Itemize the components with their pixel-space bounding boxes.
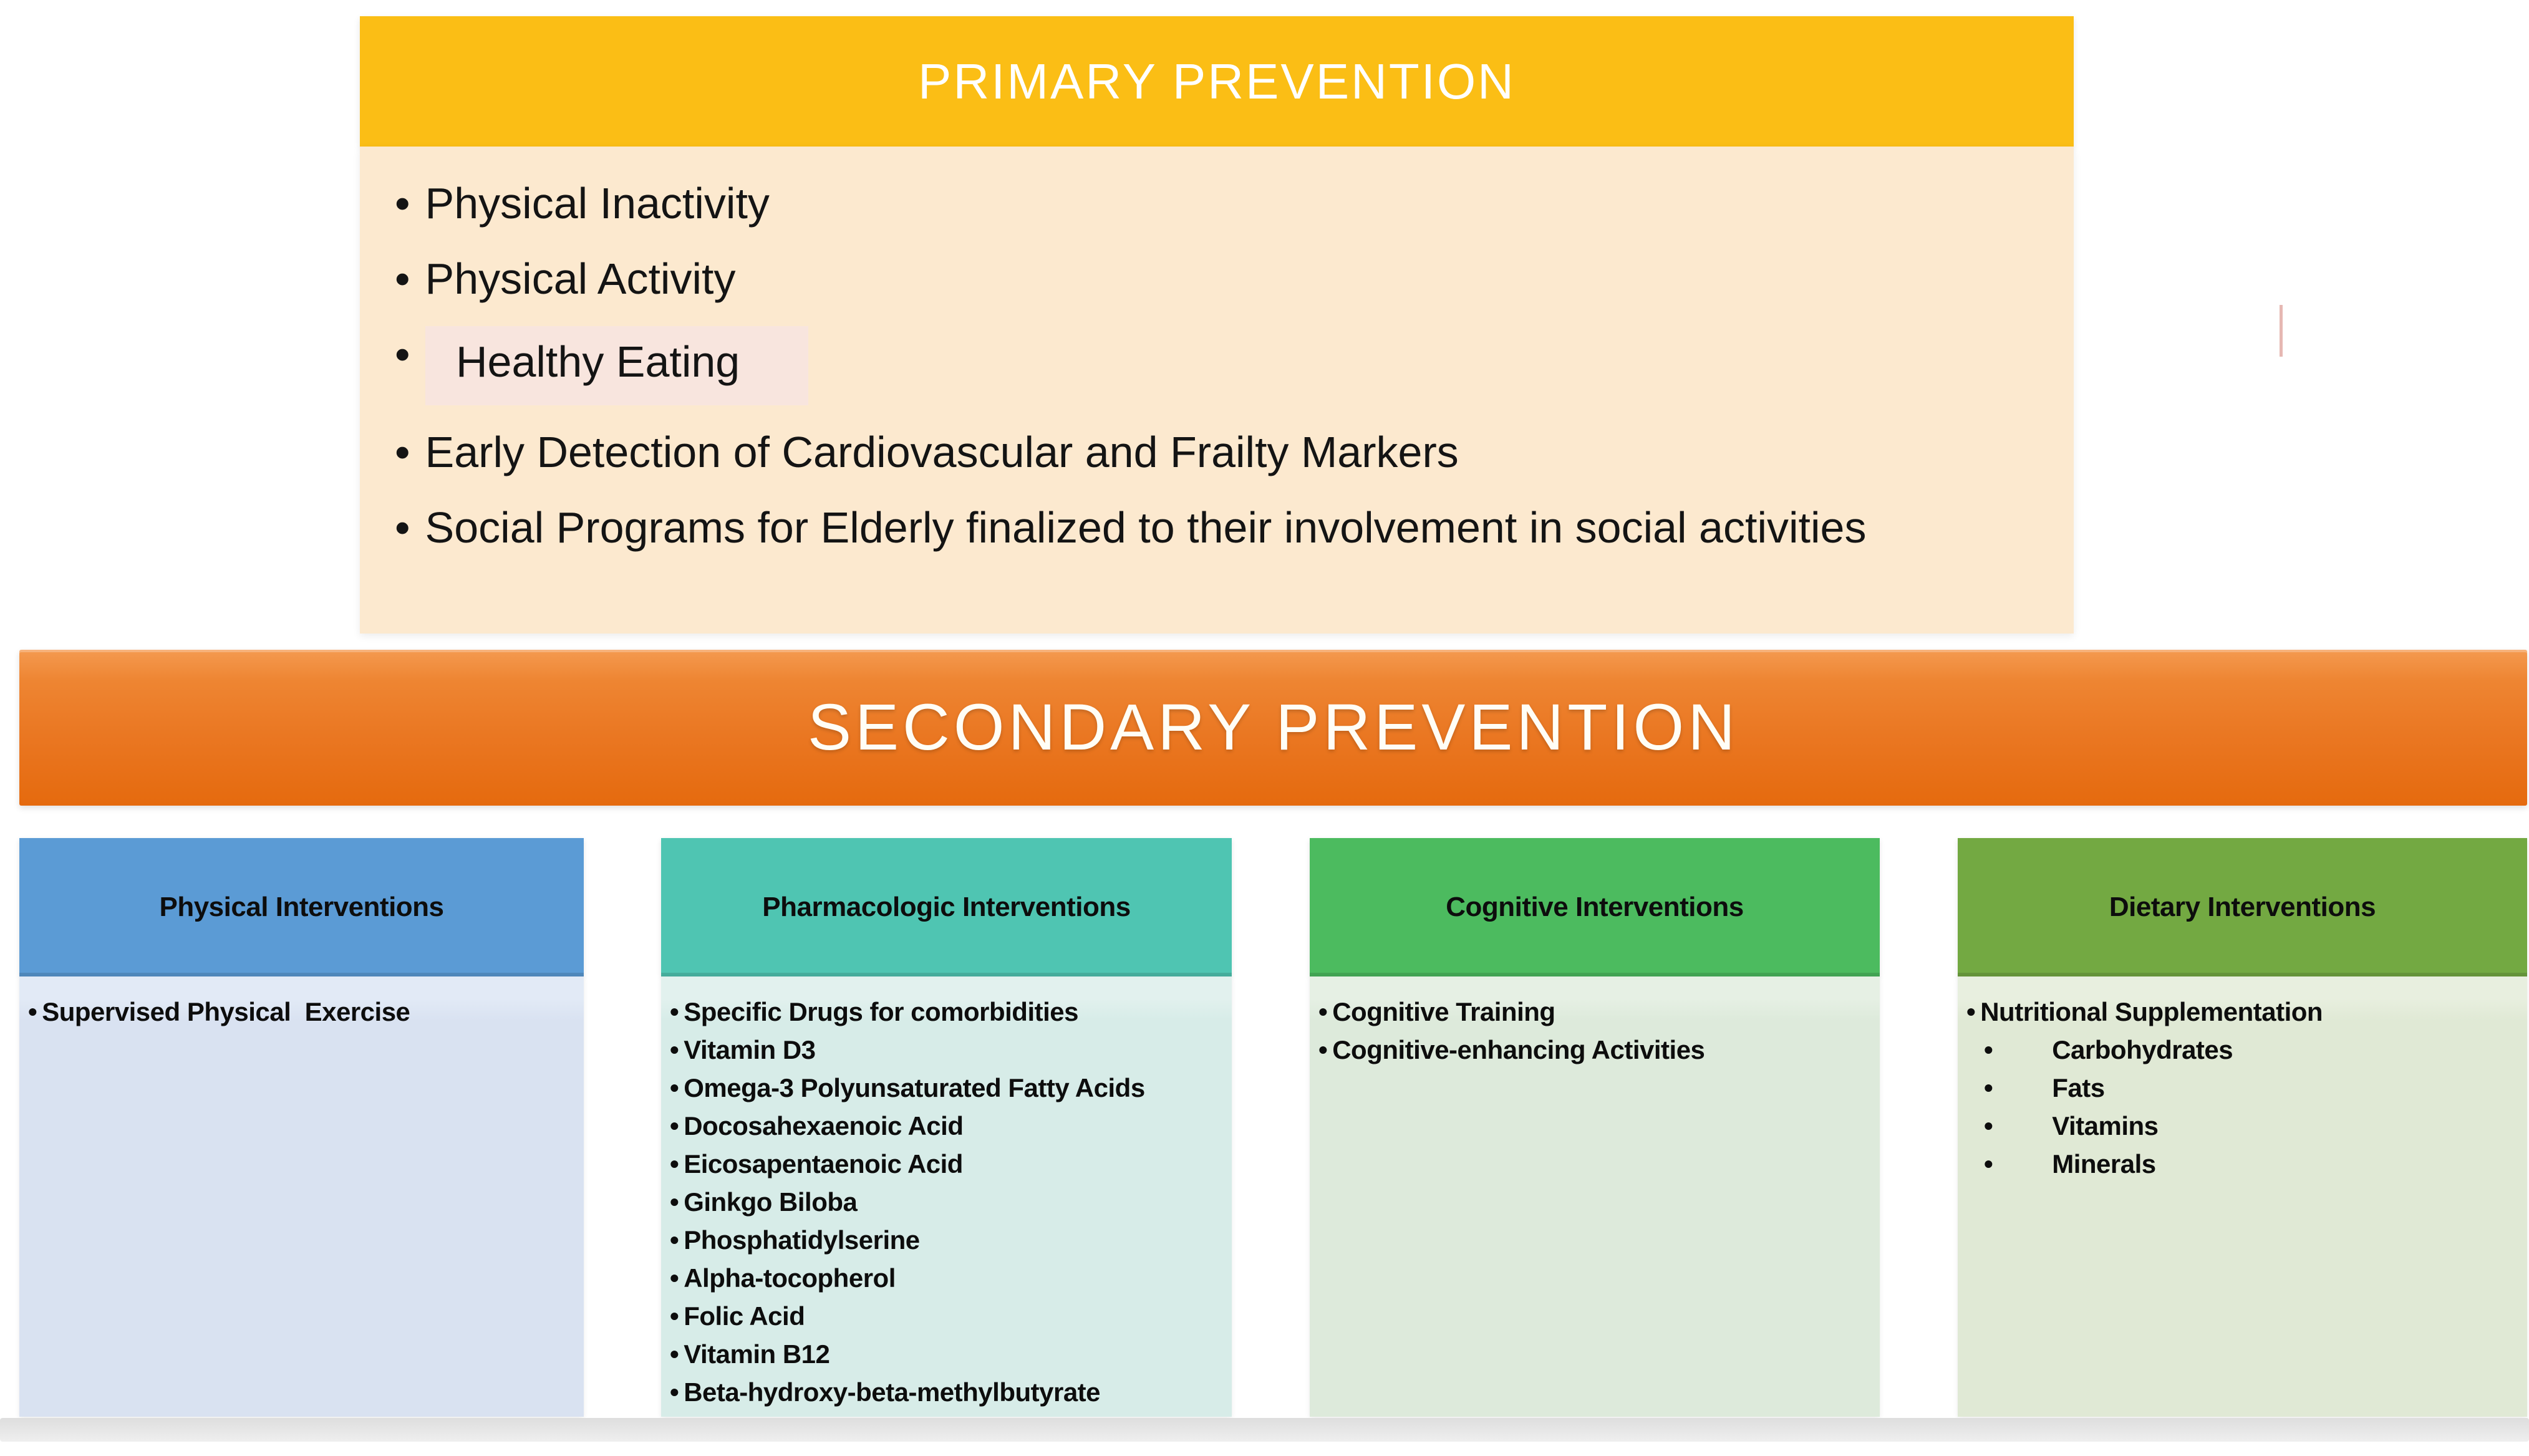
list-item-text: Specific Drugs for comorbidities bbox=[684, 997, 1079, 1026]
bullet-icon: • bbox=[670, 1263, 679, 1293]
list-item-text: Docosahexaenoic Acid bbox=[684, 1111, 964, 1140]
bullet-icon: • bbox=[670, 1073, 679, 1102]
bullet-icon: • bbox=[1318, 1035, 1328, 1064]
physical-interventions-body bbox=[19, 976, 584, 1417]
list-item-text: Ginkgo Biloba bbox=[684, 1187, 858, 1217]
list-item-text: Folic Acid bbox=[684, 1301, 805, 1331]
list-item bbox=[670, 1297, 1226, 1335]
pharmacologic-interventions-header bbox=[661, 838, 1232, 976]
list-item bbox=[670, 1145, 1226, 1183]
list-item bbox=[670, 1259, 1226, 1297]
bullet-icon: • bbox=[1984, 1073, 1993, 1102]
list-item bbox=[670, 1335, 1226, 1373]
bullet-icon: • bbox=[1984, 1111, 1993, 1140]
physical-interventions-header bbox=[19, 838, 584, 976]
list-item-text: Alpha-tocopherol bbox=[684, 1263, 896, 1293]
primary-bullet-item bbox=[395, 424, 2039, 481]
bullet-icon: • bbox=[395, 179, 410, 228]
physical-interventions-title: Physical Interventions bbox=[159, 892, 444, 922]
cognitive-interventions-title: Cognitive Interventions bbox=[1446, 892, 1744, 922]
dietary-interventions-header bbox=[1958, 838, 2527, 976]
primary-bullet-text: Social Programs for Elderly finalized to their involvement in social activities bbox=[425, 503, 1867, 552]
list-item-text: Cognitive Training bbox=[1332, 997, 1555, 1026]
bullet-icon: • bbox=[670, 997, 679, 1026]
stray-vertical-mark bbox=[2280, 305, 2283, 357]
primary-bullet-item bbox=[395, 326, 2039, 405]
primary-prevention-title: PRIMARY PREVENTION bbox=[918, 53, 1516, 109]
list-item bbox=[670, 993, 1226, 1031]
bullet-icon: • bbox=[670, 1225, 679, 1255]
bullet-icon: • bbox=[395, 330, 410, 378]
list-item bbox=[670, 1373, 1226, 1411]
list-item-text: Phosphatidylserine bbox=[684, 1225, 920, 1255]
primary-bullet-text: Physical Inactivity bbox=[425, 179, 770, 228]
dietary-interventions-body bbox=[1958, 976, 2527, 1417]
secondary-prevention-banner bbox=[19, 650, 2527, 806]
list-item-text: Vitamins bbox=[2052, 1111, 2159, 1140]
list-item bbox=[670, 1221, 1226, 1259]
list-item-text: Cognitive-enhancing Activities bbox=[1332, 1035, 1705, 1064]
list-item bbox=[1966, 993, 2521, 1031]
list-item-text: Vitamin D3 bbox=[684, 1035, 816, 1064]
list-item bbox=[1966, 1145, 2521, 1183]
list-item bbox=[670, 1069, 1226, 1107]
list-item-text: Vitamin B12 bbox=[684, 1339, 830, 1369]
cognitive-interventions-header bbox=[1310, 838, 1880, 976]
bullet-icon: • bbox=[1966, 997, 1976, 1026]
list-item-text: Minerals bbox=[2052, 1149, 2156, 1179]
primary-bullet-item bbox=[395, 251, 2039, 307]
bullet-icon: • bbox=[395, 428, 410, 476]
primary-bullet-text: Physical Activity bbox=[425, 254, 736, 303]
bullet-icon: • bbox=[1984, 1149, 1993, 1179]
bullet-icon: • bbox=[670, 1111, 679, 1140]
list-item bbox=[1318, 1031, 1874, 1069]
primary-prevention-header bbox=[360, 16, 2074, 147]
list-item bbox=[670, 1107, 1226, 1145]
list-item bbox=[670, 1031, 1226, 1069]
list-item bbox=[670, 1183, 1226, 1221]
primary-bullet-item bbox=[395, 499, 2039, 556]
list-item-text: Carbohydrates bbox=[2052, 1035, 2233, 1064]
bullet-icon: • bbox=[670, 1339, 679, 1369]
bullet-icon: • bbox=[670, 1149, 679, 1179]
list-item-text: Fats bbox=[2052, 1073, 2105, 1102]
pharmacologic-interventions-body bbox=[661, 976, 1232, 1417]
bullet-icon: • bbox=[670, 1035, 679, 1064]
primary-bullet-text: Early Detection of Cardiovascular and Frailty Markers bbox=[425, 428, 1459, 476]
list-item bbox=[1966, 1107, 2521, 1145]
secondary-prevention-title: SECONDARY PREVENTION bbox=[807, 691, 1739, 764]
bullet-icon: • bbox=[670, 1187, 679, 1217]
primary-prevention-body bbox=[360, 147, 2074, 634]
bullet-icon: • bbox=[28, 997, 37, 1026]
list-item-text: Supervised Physical Exercise bbox=[42, 997, 410, 1026]
bullet-icon: • bbox=[395, 503, 410, 552]
dietary-interventions-title: Dietary Interventions bbox=[2109, 892, 2376, 922]
list-item-text: Beta-hydroxy-beta-methylbutyrate bbox=[684, 1377, 1101, 1407]
list-item bbox=[28, 993, 578, 1031]
list-item-text: Omega-3 Polyunsaturated Fatty Acids bbox=[684, 1073, 1145, 1102]
list-item bbox=[1966, 1069, 2521, 1107]
bullet-icon: • bbox=[395, 254, 410, 303]
list-item bbox=[1966, 1031, 2521, 1069]
pharmacologic-interventions-title: Pharmacologic Interventions bbox=[762, 892, 1131, 922]
bullet-icon: • bbox=[670, 1377, 679, 1407]
bullet-icon: • bbox=[1984, 1035, 1993, 1064]
list-item-text: Nutritional Supplementation bbox=[1980, 997, 2323, 1026]
list-item bbox=[1318, 993, 1874, 1031]
primary-bullet-item bbox=[395, 175, 2039, 232]
list-item-text: Eicosapentaenoic Acid bbox=[684, 1149, 963, 1179]
cognitive-interventions-body bbox=[1310, 976, 1880, 1417]
bullet-icon: • bbox=[1318, 997, 1328, 1026]
bullet-icon: • bbox=[670, 1301, 679, 1331]
primary-bullet-text-highlighted: Healthy Eating bbox=[425, 326, 809, 405]
bottom-gray-bar bbox=[0, 1418, 2529, 1442]
